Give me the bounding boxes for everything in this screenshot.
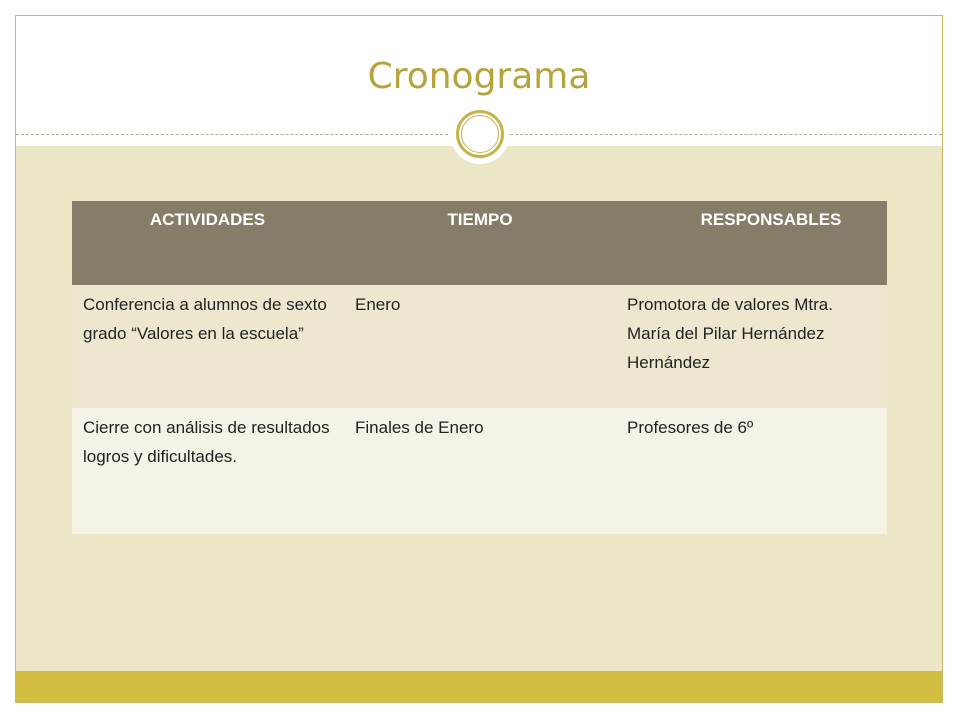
header-actividades: ACTIVIDADES [72, 201, 344, 285]
table-row [72, 285, 887, 408]
cell-actividad: Cierre con análisis de resultados logros y dificultades. [72, 408, 344, 534]
slide-title: Cronograma [367, 56, 591, 97]
cell-tiempo: Finales de Enero [344, 408, 616, 534]
schedule-table [72, 201, 887, 534]
cell-responsables: Promotora de valores Mtra. María del Pilar Hernández Hernández [616, 285, 887, 408]
table-row [72, 408, 887, 534]
cell-actividad: Conferencia a alumnos de sexto grado “Valores en la escuela” [72, 285, 344, 408]
header-tiempo: TIEMPO [344, 201, 616, 285]
cell-responsables: Profesores de 6º [616, 408, 887, 534]
header-responsables: RESPONSABLES [616, 201, 887, 285]
bottom-accent-bar [16, 671, 942, 702]
table-header-row [72, 201, 887, 285]
cell-tiempo: Enero [344, 285, 616, 408]
decorative-inner-circle-icon [461, 115, 499, 153]
